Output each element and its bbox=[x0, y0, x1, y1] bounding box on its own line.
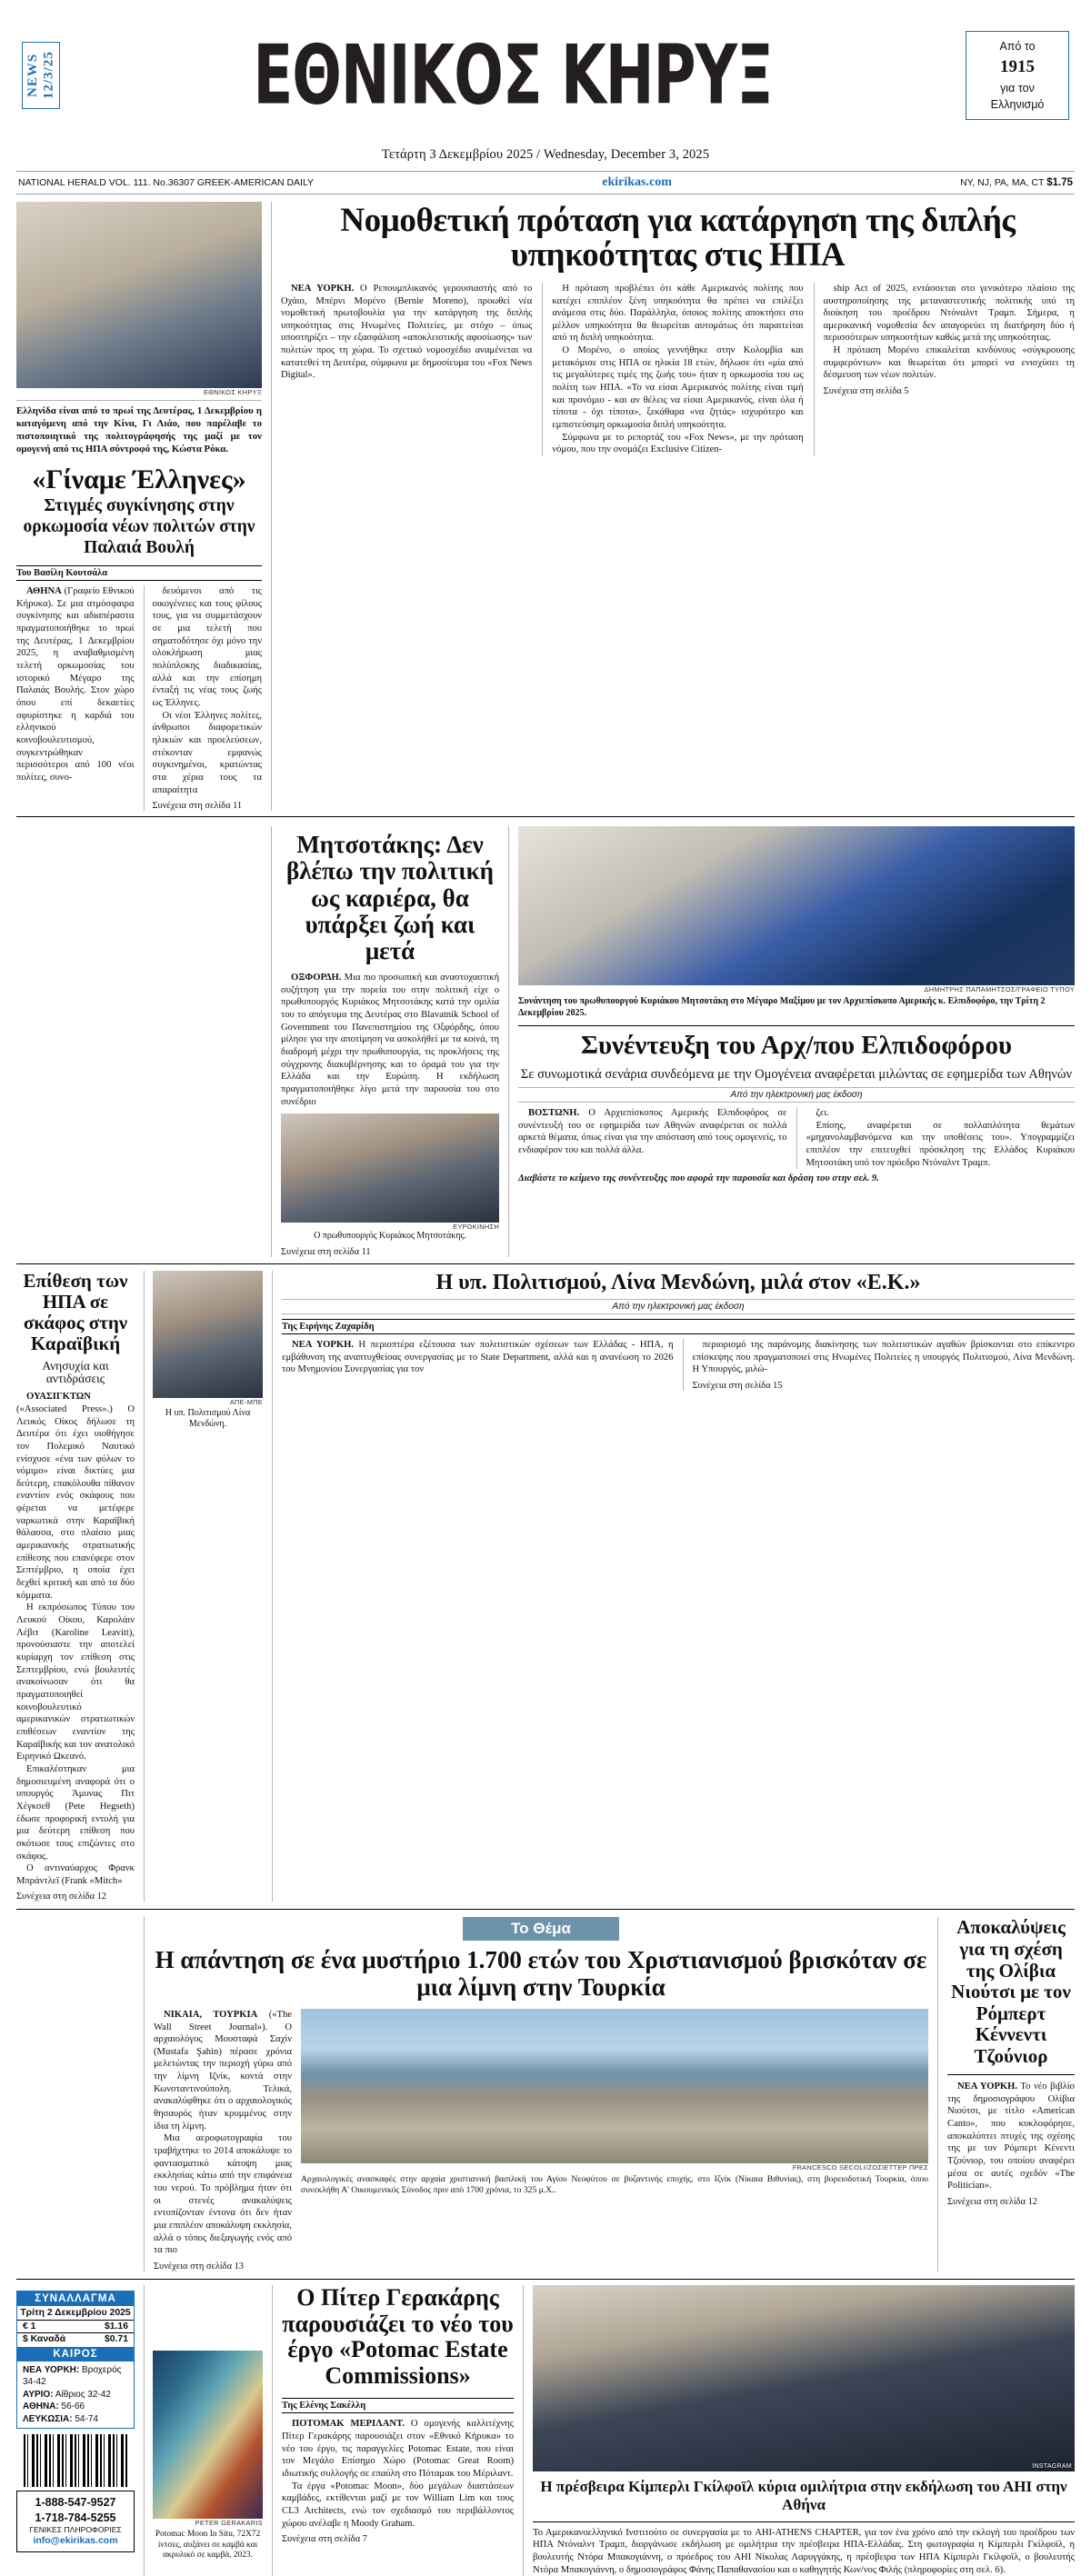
since-year: 1915 bbox=[1000, 57, 1035, 77]
weather-val-2: 56-66 bbox=[61, 2401, 85, 2412]
list-item bbox=[23, 2413, 128, 2426]
caribbean-headline: Επίθεση των ΗΠΑ σε σκάφος στην Καραϊβική bbox=[23, 1269, 128, 1355]
divider bbox=[16, 400, 262, 401]
top-section bbox=[16, 202, 1075, 811]
section-two bbox=[16, 826, 1075, 1257]
potomac-byline: Της Ελένης Σακέλλη bbox=[282, 2398, 514, 2413]
masthead bbox=[16, 0, 1075, 124]
contact-phone-2[interactable]: 1-718-784-5255 bbox=[35, 2511, 116, 2524]
elpidoforos-kicker: Από την ηλεκτρονική μας έκδοση bbox=[518, 1087, 1075, 1103]
info-boxes bbox=[16, 2285, 135, 2576]
exchange-table bbox=[17, 2320, 134, 2345]
barcode bbox=[24, 2434, 127, 2487]
weather-city-0: ΝΕΑ ΥΟΡΚΗ: bbox=[23, 2364, 80, 2375]
folio-left: NATIONAL HERALD VOL. 111. No.36307 GREEK-AMERICAN DAILY bbox=[18, 176, 315, 188]
mitsotakis-photo-credit: ΕΥΡΩΚΙΝΗΣΗ bbox=[453, 1223, 499, 1232]
theme-caption: Αρχαιολογικές ανασκαφές στην αρχαία χριστιανική βασιλική του Αγίου Νεοφύτου σε βυζαντινής εποχής, στο Ιζνίκ (Νίκαια Βιθυνίας), στη βορειοδυτική Τουρκία, όπου συνεκλήθη Α' Οικουμενικός Σύνοδος πριν από 1700 χρόνια, το 325 μ.Χ.. bbox=[301, 2173, 928, 2196]
weather-rows bbox=[17, 2361, 134, 2429]
ahi-event-photo bbox=[533, 2285, 1075, 2471]
exchange-header: ΣΥΝΑΛΛΑΓΜΑ bbox=[17, 2291, 134, 2306]
theme-photo-credit: FRANCESCO SECOLI/ΖΟΣΙΕΤΤΕΡ ΠΡΕΣ bbox=[792, 2162, 928, 2172]
olivia-col1: ΝΕΑ ΥΟΡΚΗ. Το νέο βιβλίο της δημοσιογράφου Ολίβια Νιούτσι, με τίτλο «American Canto», που κυκλοφόρησε, αποκαλύπτει πτυχές της σχέσης της με τον Ρόμπερτ Κένεντι Τζούνιορ, του οποίου αναφέρει μέσα σε αυτές σχεδόν «The Politician». bbox=[947, 2082, 1075, 2192]
mendoni-photo bbox=[153, 1271, 263, 1398]
potomac-artwork-photo bbox=[153, 2351, 263, 2519]
divider bbox=[16, 1263, 1075, 1264]
potomac-article bbox=[272, 2285, 514, 2576]
oath-photo-caption: Ελληνίδα είναι από το πρωί της Δευτέρας, 1 Δεκεμβρίου η καταγόμενη από την Κίνα, Γι Λιάο, που παρέλαβε το πιστοποιητικό της πολιτογράφησής της μαζί με τον ομογενή από τις ΗΠΑ σύντροφό της, Κώστα Ρόκα. bbox=[16, 404, 262, 454]
caribbean-col1: ΟΥΑΣΙΓΚΤΩΝ («Associated Press».) Ο Λευκός Οίκος δήλωσε τη Δευτέρα ότι έχει υιοθήγησε τον Πολεμικό Ναυτικό ενίσχυσε «ένα των φύλων το νόμιμο» είναι δικτύες μια δεύτερη, επακόλουθα πίθανον εναντίον ενός σκάφους που φέρεται να μετέφερε ναρκωτικά στην Καραϊβική θάλασσα, στο πλαίσιο μιας αμερικανικής στρατιωτικής επίθεσης που επανέφερε στον Σεπτέμβριο, η οποία έχει δεχθεί κριτική και από τα δύο κόμματα. Η εκπρόσωπος Τύπου του Λευκού Οίκου, Καρολάιν Λέβιτ (Karoline Leavitt), προνούσιαστε την αποτελεί κυρίαρχη τον επίθεση στις Σεπτεμβρίου, ενώ βουλευτές ανακοίνωσαν ότι θα πραγματοποιηθεί κοινοβουλευτικό αμερικανικών στρατιωτικών επιθέσεων εναντίον της Καραϊβικής και τον ανατολικό Ειρηνικό Ωκεανό. Επικαλέστηκαν μια δημοσιευμένη αναφορά ότι ο υπουργός Άμυνας Πιτ Χέγκσεθ (Pete Hegseth) έδωσε προφορική εντολή για μια δεύτερη επίθεση που σκότωσε τους επιζώντες στο σκάφος. Ο αντιναύαρχος Φρανκ Μπράντλεϊ (Frank «Mitch» bbox=[16, 1392, 135, 1886]
oath-ceremony-article bbox=[16, 202, 262, 811]
since-box bbox=[966, 31, 1069, 120]
oath-subheadline: Στιγμές συγκίνησης στην ορκωμοσία νέων πολιτών στην Παλαιά Βουλή bbox=[23, 496, 255, 557]
oath-col1: ΑΘΗΝΑ (Γραφείο Εθνικού Κήρυκα). Σε μια ατμόσφαιρα συγκίνησης και αδιαπέραστα πραγματοποιήθηκε το πρωί της Δευτέρας, 1 Δεκεμβρίου 2025, η αναβαθμισμένη τελετή ορκωμοσίας του ιστορικό Μέγαρο της Παλαιάς Βουλής. Στον χώρο όπου επί δεκαετίες σφυρίστηκε η καρδιά του ελληνικού κοινοβουλευτισμού, συγκεντρώθηκαν περισσότεροι από 100 νέοι πολίτες, συνο- bbox=[16, 586, 135, 783]
elpidoforos-subheadline: Σε συνωμοτικά σενάρια συνδεόμενα με την Ομογένεια αναφέρεται μιλώντας σε εφημερίδα των Αθηνών bbox=[520, 1066, 1073, 1082]
exchange-label-0: € 1 bbox=[17, 2320, 88, 2332]
since-line3: για τον bbox=[1000, 81, 1035, 95]
weather-city-3: ΛΕΥΚΩΣΙΑ: bbox=[23, 2413, 73, 2424]
caribbean-article bbox=[16, 1271, 135, 1902]
elpidoforos-headline: Συνέντευξη του Αρχ/που Ελπιδοφόρου bbox=[581, 1031, 1012, 1061]
weather-header: ΚΑΙΡΟΣ bbox=[17, 2347, 134, 2361]
elpidoforos-note: Διαβάστε το κείμενο της συνέντευξης που αφορά την παρουσία και δράση του στην σελ. 9. bbox=[518, 1173, 879, 1184]
news-date-badge bbox=[22, 42, 60, 109]
list-item bbox=[23, 2401, 128, 2413]
theme-photo bbox=[301, 2009, 928, 2163]
elpidoforos-col1: ΒΟΣΤΩΝΗ. Ο Αρχιεπίσκοπος Αμερικής Ελπιδοφόρος σε συνέντευξή του σε εφημερίδα των Αθηνών αναφέρεται σε πολλά αρκετά θέματα, όπως είναι για την απόσταση από τους ομογενείς, το ενδιαφέρον του και πολλά άλλα. bbox=[518, 1107, 787, 1155]
potomac-caption: Potomac Moon In Situ, 72X72 ίντσες, αυξάνει σε καμβά και ακρυλικό σε καμβά, 2023. bbox=[155, 2529, 261, 2561]
newspaper-logo: ΕΘΝΙΚΟΣ ΚΗΡΥΞ bbox=[253, 27, 773, 124]
elpidoforos-col2: ζει. Επίσης, αναφέρεται σε πολλαπλότητα θεμάτων «μηχανολαμβανόμενα και την υποθέσεις του». Υπογραμμίζει επιπλέον την επιτευχθεί πρόσκληση της Ελλάδος Κυριάκου Μητσοτάκη υπό τον πρόεδρο Ντόναλντ Τραμπ. bbox=[796, 1107, 1076, 1169]
olivia-continuation: Συνέχεια στη σελίδα 12 bbox=[947, 2196, 1038, 2207]
website-link[interactable]: ekirikas.com bbox=[602, 175, 672, 189]
divider bbox=[16, 816, 1075, 817]
lead-col1: ΝΕΑ ΥΟΡΚΗ. Ο Ρεπουμπλικανός γερουσιαστής από το Οχάιο, Μπέρνι Μορένο (Bernie Moreno), προωθεί νέα νομοθετική πρωτοβουλία για την κατάργηση της διπλής υπηκοότητας στις Ηνωμένες Πολιτείες, με στόχο – όπως υποστηρίζει – την εξασφάλιση «αποκλειστικής αφοσίωσης» των πολιτών προς τη χώρα. Το σχετικό νομοσχέδιο αναμένεται να κατατεθεί τη Δευτέρα, σύμφωνα με δημοσίευμα του «Fox News Digital». bbox=[281, 283, 533, 381]
table-row bbox=[17, 2332, 134, 2345]
folio-price bbox=[960, 177, 1073, 188]
ahi-text: Το Αμερικανοελληνικό Ινστιτούτο σε συνεργασία με το AHI-ATHENS CHAPTER, για τον ένα χρόνο από την εκλογή του προέδρου των ΗΠΑ Ντόναλντ Τραμπ, διοργάνωσε εκδήλωση με ομιλήτρια την πρέσβειρα ΗΠΑ-Ελλάδας. Στη φωτογραφία η Κίμπερλι Γκίλφοϊλ, η βουλευτής Ντόρα Μπακογιάννη, ο πρόεδρος του ΑΗΙ Νίκολας Λαρυγγάκης, η πρέσβειρα των ΗΠΑ Κίμπερλι Γκίλφοϊλ, ο βουλευτής Ντόρα Μπακογιάννη, ο δημοσιογράφος Φάνης Παπαθανασίου και ο καθηγητής Κων/νος Φιλής (πληροφορίες στη σελ. 6). bbox=[533, 2527, 1075, 2575]
exchange-value-0: $1.16 bbox=[88, 2320, 134, 2332]
divider bbox=[947, 2074, 1075, 2075]
theme-headline: Η απάντηση σε ένα μυστήριο 1.700 ετών του Χριστιανισμού βρισκόταν σε μια λίμνη στην Τουρκία bbox=[155, 1946, 927, 2002]
divider bbox=[533, 2521, 1075, 2522]
lead-col3: ship Act of 2025, εντάσσεται στο γενικότερο πλαίσιο της αυστηροποίησης της μεταναστευτικής πολιτικής υπό τη διοίκηση του προέδρου Ντόναλντ Τραμπ. Σήμερα, η αμερικανική νομοθεσία δεν απαγορεύει τη διατήρηση δύο ή περισσότερων υπηκοοτήτων καθώς μετά της υπηκοότητας. Η πρόταση Μορένο επικαλείται κινδύνους «σύγκρουσης συμφερόντων» και θεωρείται ότι μπορεί να ενισχύσει τη δέσμευση των νέων πολιτών. bbox=[823, 283, 1075, 381]
since-line4: Ελληνισμό bbox=[990, 97, 1045, 111]
divider bbox=[16, 1909, 1075, 1910]
handshake-photo-credit: ΔΗΜΗΤΡΗΣ ΠΑΠΑΜΗΤΣΟΣ/ΓΡΑΦΕΙΟ ΤΥΠΟΥ bbox=[924, 985, 1075, 994]
section-three bbox=[16, 1271, 1075, 1902]
lead-col2: Η πρόταση προβλέπει ότι κάθε Αμερικανός πολίτης που κατέχει επιπλέον ξένη υπηκοότητα θα πρέπει να επιλέξει ανάμεσα στις δύο. Παράλληλα, όποιος πολίτης αποκτήσει στο μέλλον υπηκοότητα θα θεωρείται αυτομάτως ότι παραιτείται από τη διπλή υπηκοότητα. Ο Μορένο, ο οποίος γεννήθηκε στην Κολομβία και μετακόμισε στις ΗΠΑ σε ηλικία 18 ετών, δήλωσε ότι «μία από τις μεγαλύτερες τιμές της ζωής του» ήταν η ορκωμοσία του ως πολίτη των ΗΠΑ. «Το να είσαι Αμερικανός πολίτης είναι τιμή και προνόμιο - και αν θέλεις να είσαι Αμερικανός, είναι όλα ή τίποτα - όχι τίποτα», ξεκάθαρα «να ζητάς» ισχυρότερο και εμπιστεύσιμη ορκωμοσία διπλή υπηκοότητα. Σύμφωνα με το ρεπορτάζ του «Fox News», με την πρόταση νόμου, που την ονομάζει Exclusive Citizen- bbox=[542, 283, 803, 456]
lead-article bbox=[271, 202, 1075, 811]
mitsotakis-article bbox=[271, 826, 499, 1257]
theme-continuation: Συνέχεια στη σελίδα 13 bbox=[154, 2261, 245, 2271]
potomac-continuation: Συνέχεια στη σελίδα 7 bbox=[282, 2534, 367, 2545]
potomac-headline: Ο Πίτερ Γερακάρης παρουσιάζει το νέο του έργο «Potomac Estate Commissions» bbox=[282, 2283, 514, 2389]
mitsotakis-continuation: Συνέχεια στη σελίδα 11 bbox=[281, 1246, 371, 1257]
weather-val-3: 54-74 bbox=[75, 2413, 98, 2424]
mendoni-byline: Της Ειρήνης Ζαχαρίδη bbox=[282, 1319, 1075, 1334]
caribbean-continuation: Συνέχεια στη σελίδα 12 bbox=[16, 1892, 107, 1902]
section-four bbox=[16, 1917, 1075, 2271]
theme-article bbox=[144, 1917, 928, 2271]
mendoni-col2: περιορισμό της παράνομης διακίνησης των πολιτιστικών αγαθών βρίσκονται στο επίκεντρο επίσκεψης που πραγματοποιεί στις Ηνωμένες Πολιτείες η υπουργός Πολιτισμού, Λίνα Μενδώνη. Η Υπουργός, μιλώ- bbox=[692, 1340, 1075, 1375]
weather-val-1: Αίθριος 32-42 bbox=[55, 2389, 111, 2400]
potomac-col1: ΠΟΤΟΜΑΚ ΜΕΡΙΛΑΝΤ. Ο ομογενής καλλιτέχνης Πίτερ Γερακάρης παρουσιάζει στον «Εθνικό Κήρυκα» το νέο του έργο, τις παραγγελίες Potomac Estate, που είναι τον Μεγάλο Επίσημο Χώρο (Potomac Great Room) ιδιωτικής συλλογής σε επαύλη στο Πόταμακ του Μέριλαντ. Τα έργα «Potomac Moon», δύο μεγάλων διαστάσεων καμβάδες, εκτίθενται μαζί με τον William Lim και τους CL3 Architects, ενώ τον σχεδιασμό του περιβάλλοντος χώρου ανέλαβε η Moody Graham. bbox=[282, 2419, 514, 2529]
mitsotakis-col1: ΟΞΦΟΡΔΗ. Μια πιο προσωπική και αναστοχαστική συζήτηση για την πορεία του στην πολιτική είχε ο πρωθυπουργός Κυριάκος Μητσοτάκης κατά την ομιλία του το απόγευμα της Δευτέρας στο Blavatnik School of Government του Πανεπιστημίου της Οξφόρδης, όπου μίλησε για την αποτίμηση να ασκολήθεί με τα κοινά, τη διαδρομή μέχρι την πρωθυπουργία, τις προκλήσεις της σύγχρονης διακυβέρνησης και το όραμά του για την Ελλάδα και την Ευρώπη. Η εκδήλωση πραγματοποιήθηκε λίγο μετά την παρουσία του στο συνέδριο bbox=[281, 973, 499, 1107]
mitsotakis-headline: Μητσοτάκης: Δεν βλέπω την πολιτική ως καριέρα, θα υπάρξει ζωή και μετά bbox=[286, 831, 494, 964]
contact-label: ΓΕΝΙΚΕΣ ΠΛΗΡΟΦΟΡΙΕΣ bbox=[29, 2524, 122, 2534]
price-amount: $1.75 bbox=[1046, 176, 1073, 188]
theme-banner: Το Θέμα bbox=[463, 1917, 619, 1941]
mendoni-article bbox=[272, 1271, 1075, 1902]
exchange-label-1: $ Καναδά bbox=[17, 2332, 88, 2345]
caribbean-subheadline: Ανησυχία και αντιδράσεις bbox=[42, 1359, 109, 1386]
exchange-value-1: $0.71 bbox=[88, 2332, 134, 2345]
mendoni-kicker: Από την ηλεκτρονική μας έκδοση bbox=[282, 1299, 1075, 1314]
since-line1: Από το bbox=[999, 40, 1036, 53]
contact-email[interactable]: info@ekirikas.com bbox=[33, 2535, 118, 2547]
mendoni-photo-credit: ΑΠΕ-ΜΠΕ bbox=[229, 1397, 263, 1406]
weather-city-1: ΑΥΡΙΟ: bbox=[23, 2389, 54, 2400]
weather-val-0: Βροχερός 34-42 bbox=[23, 2364, 122, 2388]
section-five bbox=[16, 2285, 1075, 2576]
potomac-photo-col bbox=[144, 2285, 263, 2576]
weather-city-2: ΑΘΗΝΑ: bbox=[23, 2401, 59, 2412]
section-four-spacer bbox=[16, 1917, 135, 2271]
ahi-section bbox=[523, 2285, 1075, 2576]
mitsotakis-caption: Ο πρωθυπουργός Κυριάκος Μητσοτάκης. bbox=[314, 1231, 466, 1242]
mendoni-continuation: Συνέχεια στη σελίδα 15 bbox=[692, 1381, 783, 1392]
section-two-left-spacer bbox=[16, 826, 262, 1257]
exchange-box bbox=[16, 2291, 135, 2430]
handshake-caption: Συνάντηση του πρωθυπουργού Κυριάκου Μητσοτάκη στο Μέγαρο Μαξίμου με τον Αρχιεπίσκοπο Αμερικής κ. Ελπιδοφόρο, την Τρίτη 2 Δεκεμβρίου 2025. bbox=[518, 996, 1046, 1018]
divider bbox=[518, 1025, 1075, 1026]
ahi-photo-credit: INSTAGRAM bbox=[1032, 2462, 1072, 2470]
handshake-photo bbox=[518, 826, 1075, 985]
oath-ceremony-photo bbox=[16, 202, 262, 388]
elpidoforos-section bbox=[508, 826, 1075, 1257]
mendoni-caption: Η υπ. Πολιτισμού Λίνα Μενδώνη. bbox=[165, 1407, 251, 1430]
mendoni-headline: Η υπ. Πολιτισμού, Λίνα Μενδώνη, μιλά στον «Ε.Κ.» bbox=[435, 1270, 921, 1294]
dateline: Τετάρτη 3 Δεκεμβρίου 2025 / Wednesday, December 3, 2025 bbox=[381, 146, 710, 162]
exchange-date: Τρίτη 2 Δεκεμβρίου 2025 bbox=[20, 2307, 131, 2318]
mendoni-photo-col bbox=[144, 1271, 263, 1902]
price-region: NY, NJ, PA, MA, CT bbox=[960, 176, 1045, 188]
olivia-headline: Αποκαλύψεις για τη σχέση της Ολίβια Νιούτσι με τον Ρόμπερτ Κέννεντι Τζούνιορ bbox=[951, 1916, 1071, 2067]
table-row bbox=[17, 2320, 134, 2332]
news-date-badge-label: NEWS 12/3/25 bbox=[25, 51, 55, 100]
lead-continuation: Συνέχεια στη σελίδα 5 bbox=[823, 386, 909, 397]
mendoni-col1: ΝΕΑ ΥΟΡΚΗ. Η περιοπτέρα εξέτουσα των πολιτιστικών σχέσεων των Ελλάδας - ΗΠΑ, η εμβάθυνση της αναπτυχθείσας συνεργασίας με το State Department, αλλά και η ανανέωση το 2026 του Μνημονίου Συνεργασίας για τον bbox=[282, 1340, 674, 1375]
mitsotakis-photo bbox=[281, 1113, 499, 1223]
list-item bbox=[23, 2389, 128, 2401]
theme-col1: ΝΙΚΑΙΑ, ΤΟΥΡΚΙΑ («The Wall Street Journal»). Ο αρχαιολόγος Μουσταφά Σαχίν (Mustafa Şahin) πέρασε χρόνια μελετώντας την περιοχή γύρω από την λίμνη Ιζνίκ, κοντά στην Κωνσταντινούπολη. Τελικά, ανακαλύφθηκε ότι ο αρχαιολογικός θησαυρός ήταν κρυμμένος στην ίδια τη λίμνη. Μια αεροφωτογραφία του τραβήχτηκε το 2014 αποκάλυψε το φαντασματικό κάτοψη μιας εκκλησίας κάτω από την επιφάνεια του νερού. Το πρόβλημα ήταν ότι οι στενές ανακαλύψεις εντοπίζονταν έντονα ότι δεν ήταν μια επιπλέον αποκάλυψη εκκλησία, αλλά ο τόπος διεξαγωγής ενός από τα πιο bbox=[154, 2009, 292, 2256]
list-item bbox=[23, 2364, 128, 2389]
ahi-caption: Η πρέσβειρα Κίμπερλι Γκίλφοϊλ κύρια ομιλήτρια στην εκδήλωση του ΑΗΙ στην Αθήνα bbox=[540, 2477, 1067, 2514]
oath-continuation: Συνέχεια στη σελίδα 11 bbox=[152, 801, 243, 812]
oath-byline: Του Βασίλη Κουτσάλα bbox=[16, 565, 262, 581]
contact-phone-1[interactable]: 1-888-547-9527 bbox=[35, 2496, 116, 2510]
oath-headline: «Γίναμε Έλληνες» bbox=[32, 464, 246, 494]
oath-photo-credit: ΕΘΝΙΚΟΣ ΚΗΡΥΞ bbox=[204, 387, 262, 396]
lead-columns bbox=[281, 283, 1075, 456]
oath-col2: δευόμενοι από τις οικογένειες και τους φίλους τους, για να συμμετάσχουν σε μια τελετή που σηματοδότησε όχι μόνο την ολοκλήρωση μιας πολύπλοκης διαδικασίας, αλλά και την επίσημη ένταξή τις νέας τους ζωής ως Έλληνες. Οι νέοι Έλληνες πολίτες, άνθρωποι διαφορετικών ηλικιών και προελεύσεων, στέκονταν εμφανώς συγκινημένοι, κρατώντας στα χέρια τους τα απαραίτητα bbox=[152, 586, 262, 795]
lead-headline: Νομοθετική πρόταση για κατάργηση της διπλής υπηκοότητας στις ΗΠΑ bbox=[340, 201, 1016, 275]
masthead-logo-wrap bbox=[60, 27, 966, 124]
potomac-photo-credit: PETER GERAKARIS bbox=[195, 2518, 263, 2527]
divider bbox=[16, 2279, 1075, 2280]
contact-box bbox=[16, 2491, 135, 2551]
folio-bar bbox=[16, 171, 1075, 195]
olivia-article bbox=[937, 1917, 1075, 2271]
